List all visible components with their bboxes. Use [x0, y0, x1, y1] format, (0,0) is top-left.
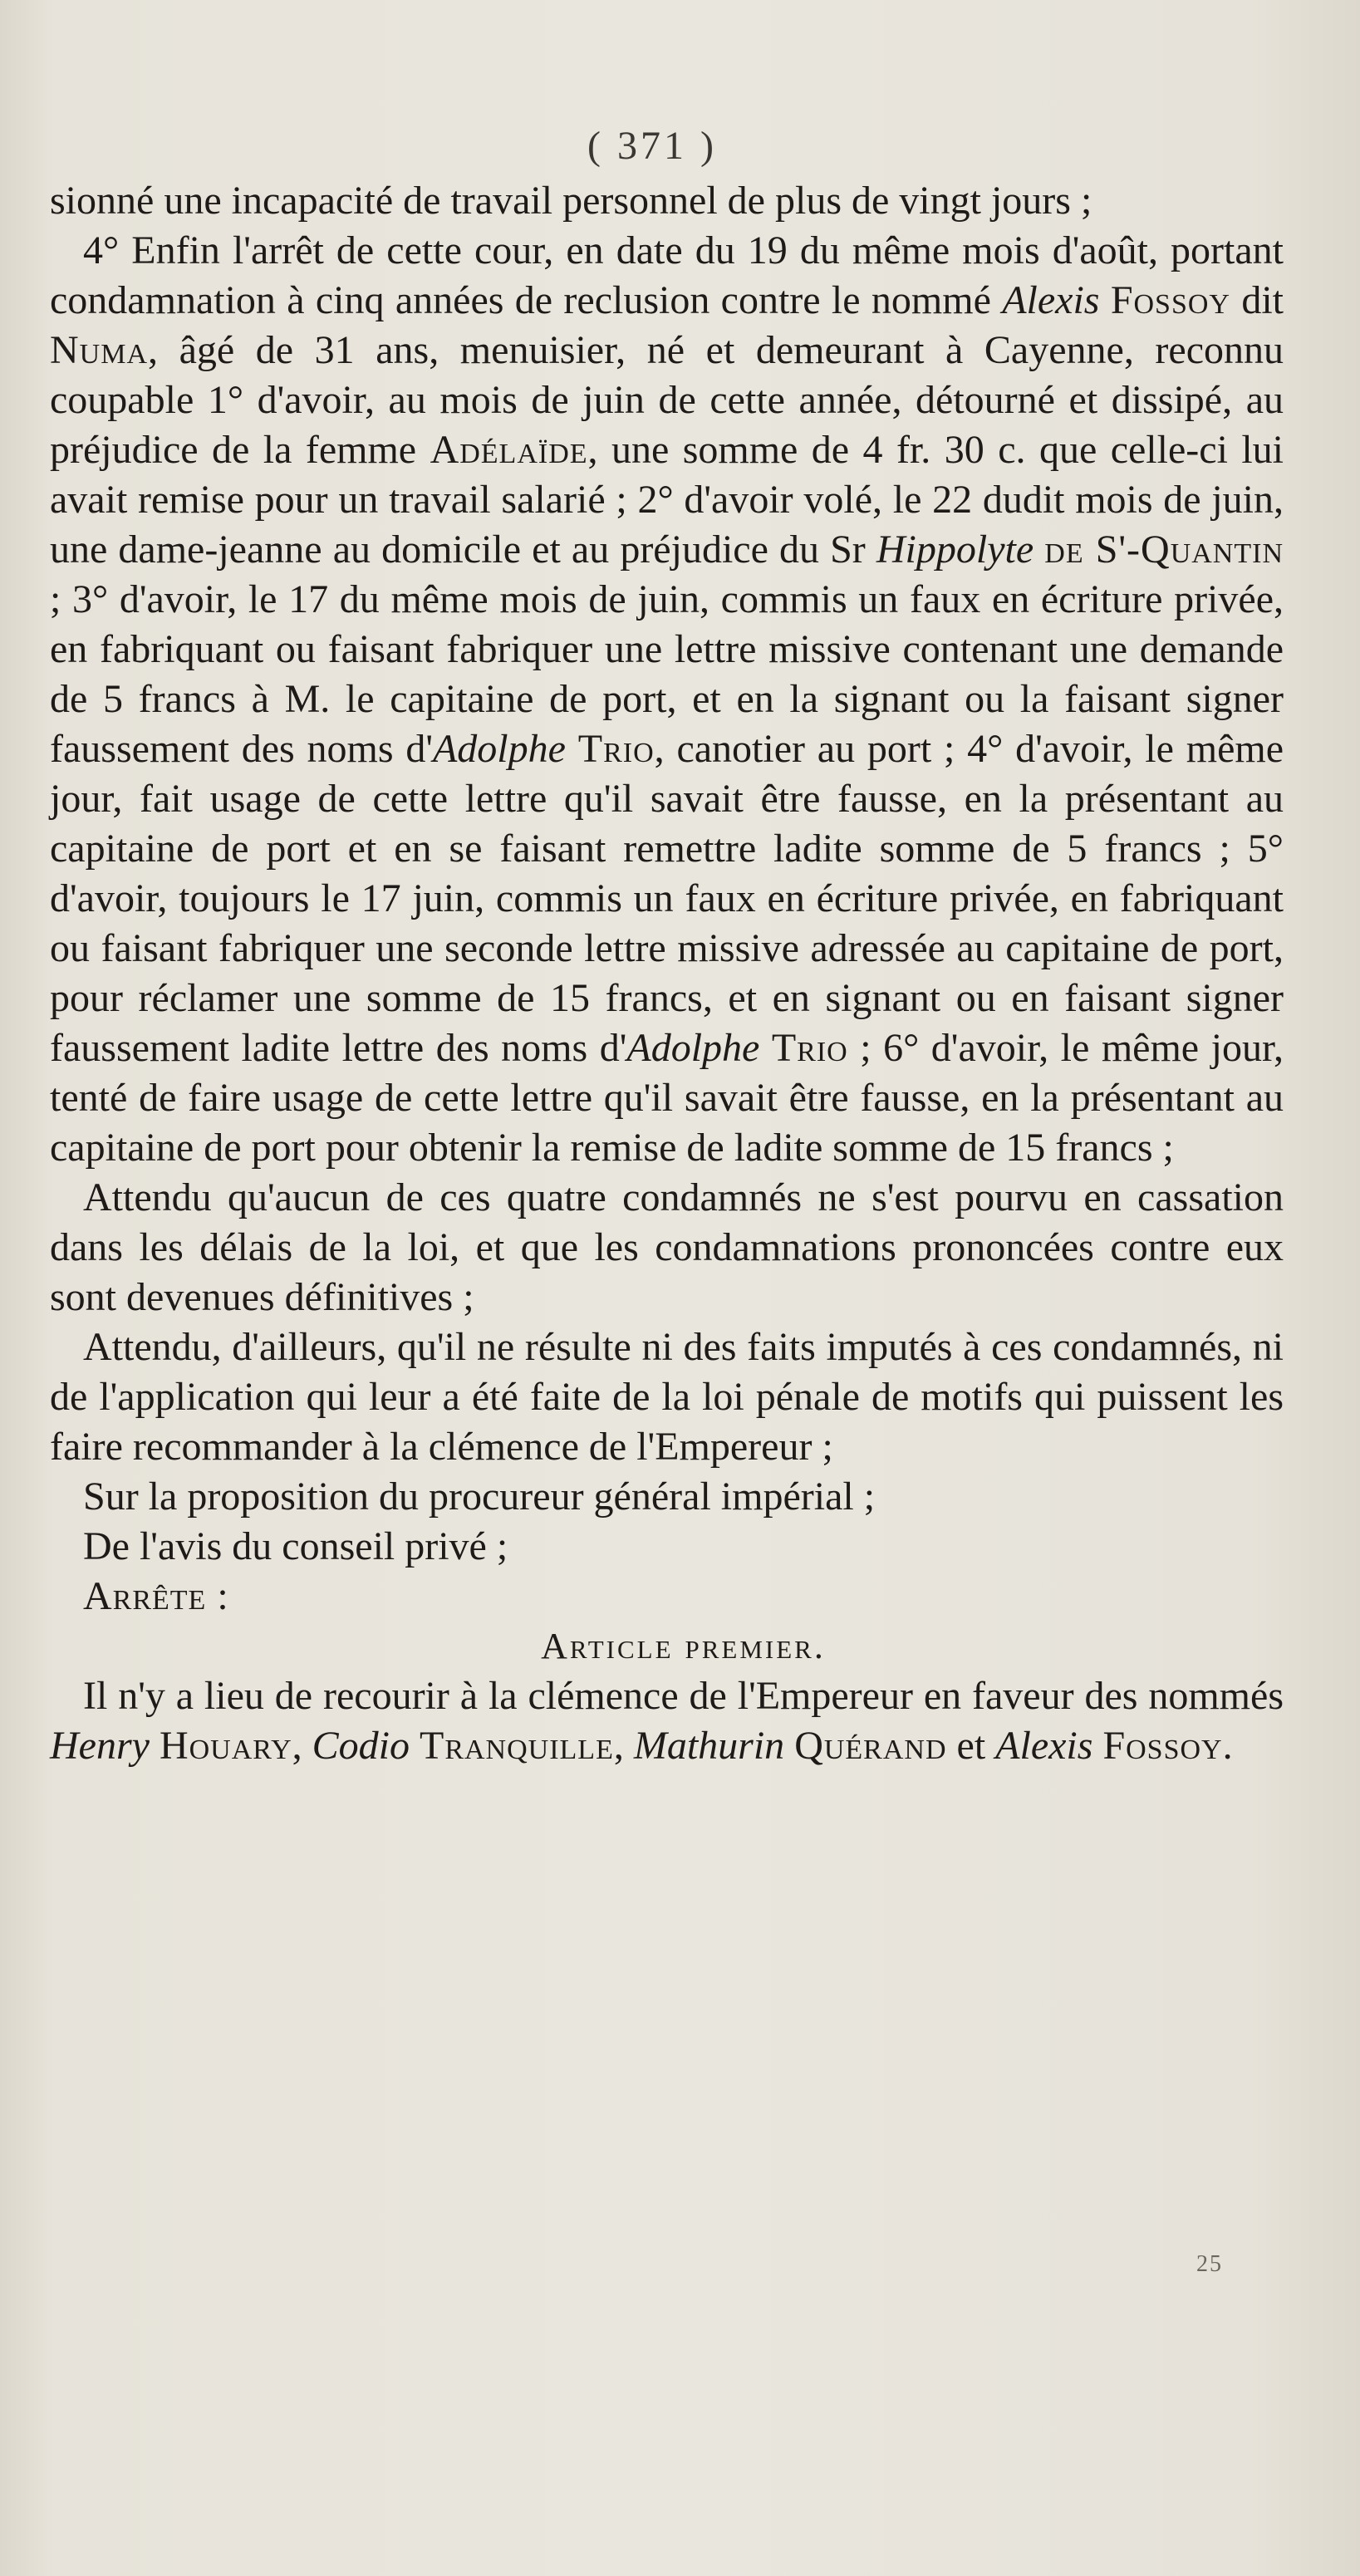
paragraph-arrete: Arrête : [83, 1574, 229, 1618]
paragraph-item-4: 4° Enfin l'arrêt de cette cour, en date du 19 du même mois d'août, portant condamnation à cinq années de reclusion contre le nommé Alexis Fossoy dit Numa, âgé de 31 ans, menuisier, né et demeurant à Cayenne, reconnu coupable 1° d'avoir, au mois de juin de cette année, détourné et dissipé, au préjudice de la femme Adélaïde, une somme de 4 fr. 30 c. que celle-ci lui avait remise pour un travail salarié ; 2° d'avoir volé, le 22 dudit mois de juin, une dame-jeanne au domicile et au préjudice du Sr Hippolyte de S'-Quantin ; 3° d'avoir, le 17 du même mois de juin, commis un faux en écriture privée, en fabriquant ou faisant fabriquer une lettre missive contenant une demande de 5 francs à M. le capitaine de port, et en la signant ou la faisant signer faussement des noms d'Adolphe Trio, canotier au port ; 4° d'avoir, le même jour, fait usage de cette lettre qu'il savait être fausse, en la présentant au capitaine de port et en se faisant remettre ladite somme de 5 francs ; 5° d'avoir, toujours le 17 juin, commis un faux en écriture privée, en fabriquant ou faisant fabriquer une seconde lettre missive adressée au capitaine de port, pour réclamer une somme de 15 francs, et en signant ou en faisant signer faussement ladite lettre des noms d'Adolphe Trio ; 6° d'avoir, le même jour, tenté de faire usage de cette lettre qu'il savait être fausse, en la présentant au capitaine de port pour obtenir la remise de ladite somme de 15 francs ; [50, 228, 1284, 1170]
paragraph-continuation: sionné une incapacité de travail personnel de plus de vingt jours ; [50, 179, 1092, 223]
page-body-text [50, 176, 1284, 1771]
paragraph-final: Il n'y a lieu de recourir à la clémence de l'Empereur en faveur des nommés Henry Houary, Codio Tranquille, Mathurin Quérand et Alexis Fossoy. [50, 1674, 1284, 1768]
paragraph-attendu-1: Attendu qu'aucun de ces quatre condamnés ne s'est pourvu en cassation dans les délais de la loi, et que les condamnations prononcées contre eux sont devenues définitives ; [50, 1175, 1284, 1319]
paragraph-avis: De l'avis du conseil privé ; [83, 1524, 508, 1568]
signature-mark: 25 [1196, 2251, 1223, 2277]
page-number: ( 371 ) [587, 124, 717, 168]
paragraph-attendu-2: Attendu, d'ailleurs, qu'il ne résulte ni des faits imputés à ces condamnés, ni de l'application qui leur a été faite de la loi pénale de motifs qui puissent les faire recommander à la clémence de l'Empereur ; [50, 1325, 1284, 1469]
paragraph-proposition: Sur la proposition du procureur général impérial ; [83, 1474, 876, 1519]
article-heading: Article premier. [541, 1626, 826, 1666]
